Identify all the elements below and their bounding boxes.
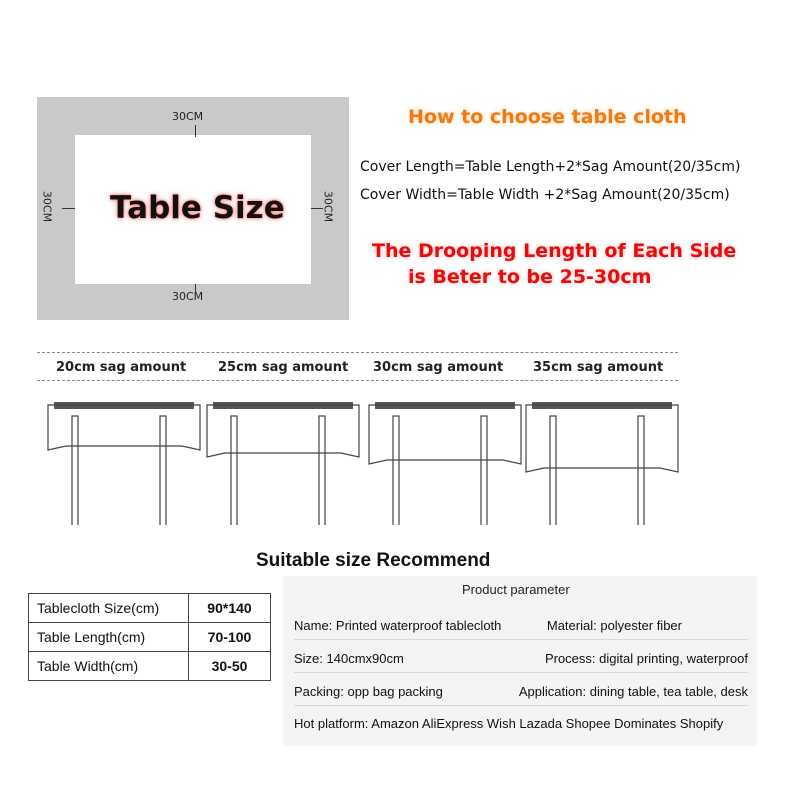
param-material: Material: polyester fiber <box>546 618 682 633</box>
droop-line-2: is Beter to be 25-30cm <box>408 266 652 288</box>
sag-table-30 <box>369 402 521 525</box>
recommend-title: Suitable size Recommend <box>256 550 491 571</box>
sag-table-20 <box>48 402 200 525</box>
dim-bottom-label: 30CM <box>172 290 204 303</box>
sag-label-35: 35cm sag amount <box>533 360 664 375</box>
table-row <box>29 623 271 652</box>
recommend-key: Table Length(cm) <box>29 623 189 652</box>
recommend-value: 70-100 <box>189 623 271 652</box>
tablecloth-outline <box>48 405 200 450</box>
sag-label-30: 30cm sag amount <box>373 360 504 375</box>
param-row <box>294 618 748 640</box>
dim-tick-top <box>195 125 196 137</box>
tablecloth-outline <box>369 405 521 464</box>
recommend-value: 30-50 <box>189 652 271 681</box>
recommend-key: Table Width(cm) <box>29 652 189 681</box>
dim-left-label: 30CM <box>40 190 54 223</box>
table-size-label: Table Size <box>110 190 285 226</box>
table-leg <box>231 416 237 525</box>
param-platform: Hot platform: Amazon AliExpress Wish Lazada Shopee Dominates Shopify <box>294 716 724 731</box>
tablecloth-outline <box>207 405 359 457</box>
formula-length: Cover Length=Table Length+2*Sag Amount(20/35cm) <box>360 159 741 175</box>
param-row <box>294 684 748 706</box>
sag-table-25 <box>207 402 359 525</box>
table-leg <box>72 416 78 525</box>
table-row <box>29 652 271 681</box>
param-size: Size: 140cmx90cm <box>294 651 404 666</box>
table-leg <box>550 416 556 525</box>
table-leg <box>160 416 166 525</box>
sag-table-35 <box>526 402 678 525</box>
param-name: Name: Printed waterproof tablecloth <box>294 618 502 633</box>
dim-right-label: 30CM <box>321 190 335 223</box>
tablecloth-outline <box>526 405 678 472</box>
dash-divider-bottom <box>37 380 678 381</box>
sag-label-20: 20cm sag amount <box>56 360 187 375</box>
droop-line-1: The Drooping Length of Each Side <box>372 240 737 262</box>
param-application: Application: dining table, tea table, desk <box>518 684 748 699</box>
guide-title: How to choose table cloth <box>408 106 687 128</box>
formula-width: Cover Width=Table Width +2*Sag Amount(20/35cm) <box>360 187 730 203</box>
sag-illustration <box>0 395 800 525</box>
table-leg <box>393 416 399 525</box>
param-packing: Packing: opp bag packing <box>294 684 443 699</box>
recommend-key: Tablecloth Size(cm) <box>29 594 189 623</box>
table-leg <box>481 416 487 525</box>
dim-tick-left <box>62 208 75 209</box>
param-row <box>294 716 748 738</box>
sag-label-25: 25cm sag amount <box>218 360 349 375</box>
recommend-value: 90*140 <box>189 594 271 623</box>
param-row <box>294 651 748 673</box>
table-leg <box>638 416 644 525</box>
product-parameter-title: Product parameter <box>462 582 570 597</box>
dim-top-label: 30CM <box>172 110 204 123</box>
table-leg <box>319 416 325 525</box>
param-process: Process: digital printing, waterproof <box>544 651 748 666</box>
table-row <box>29 594 271 623</box>
dash-divider-top <box>37 352 678 353</box>
recommend-table <box>28 593 271 681</box>
